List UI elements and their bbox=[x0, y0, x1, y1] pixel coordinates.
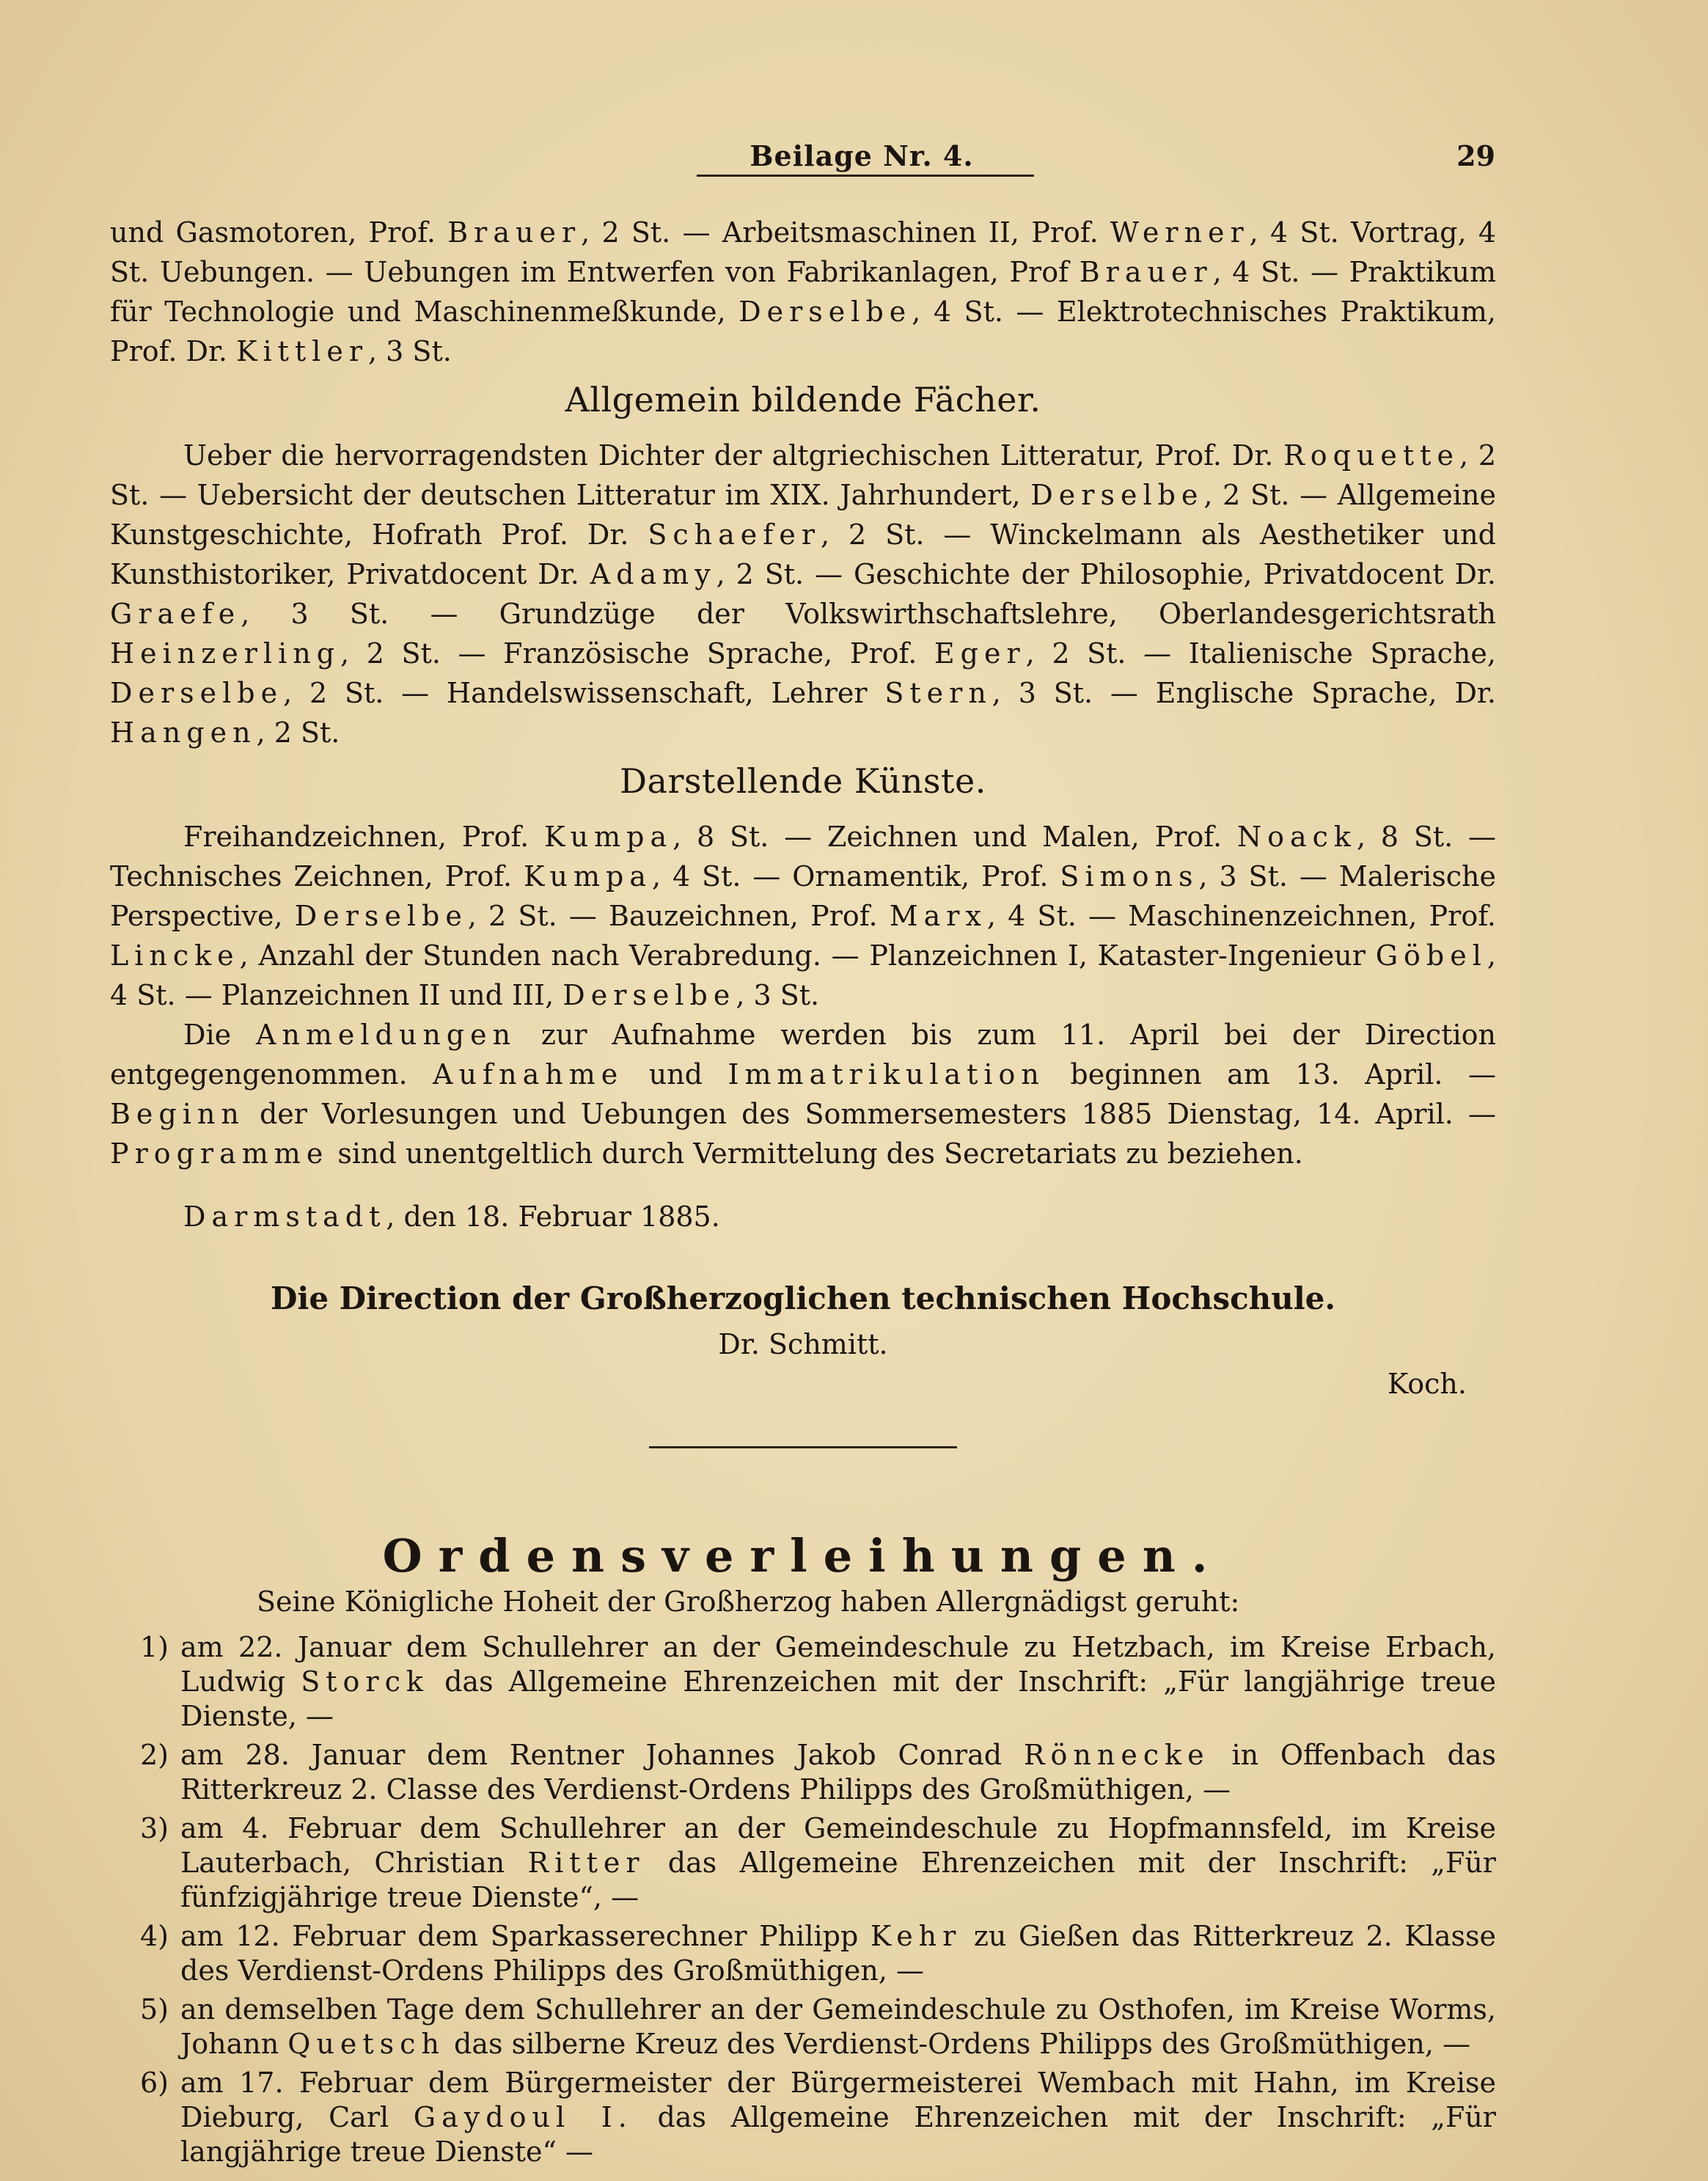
person-name: Brauer bbox=[447, 216, 582, 249]
darstellende-paragraph: Freihandzeichnen, Prof. Kumpa, 8 St. — Zeichnen und Malen, Prof. Noack, 8 St. — Technisches Zeichnen, Prof. Kumpa, 4 St. — Ornamentik, Prof. Simons, 3 St. — Malerische Perspective, Derselbe, 2 St. — Bauzeichnen, Prof. Marx, 4 St. — Maschinenzeichnen, Prof. Lincke, Anzahl der Stunden nach Verabredung. — Planzeichnen I, Kataster-Ingenieur Göbel, 4 St. — Planzeichnen II und III, Derselbe, 3 St. bbox=[110, 821, 1497, 1011]
list-item: 2) am 28. Januar dem Rentner Johannes Jakob Conrad Rönnecke in Offenbach das Ritterkreuz 2. Classe des Verdienst-Ordens Philipps des Großmüthigen, — bbox=[139, 1739, 1496, 1806]
list-item: 4) am 12. Februar dem Sparkasserechner Philipp Kehr zu Gießen das Ritterkreuz 2. Klasse des Verdienst-Ordens Philipps des Großmüthigen, — bbox=[139, 1920, 1496, 1987]
list-item: 3) am 4. Februar dem Schullehrer an der Gemeindeschule zu Hopfmannsfeld, im Kreise Lauterbach, Christian Ritter das Allgemeine Ehrenzeichen mit der Inschrift: „Für fünfzigjährige treue Dienste“, — bbox=[139, 1812, 1496, 1913]
page-header bbox=[110, 139, 1495, 183]
list-item: 6) am 17. Februar dem Bürgermeister der Bürgermeisterei Wembach mit Hahn, im Kreise Dieburg, Carl Gaydoul I. das Allgemeine Ehrenzeichen mit der Inschrift: „Für langjährige treue Dienste“ — bbox=[139, 2067, 1496, 2168]
person-name: Werner bbox=[1110, 216, 1250, 249]
list-item: 5) an demselben Tage dem Schullehrer an der Gemeindeschule zu Osthofen, im Kreise Worms, Johann Quetsch das silberne Kreuz des Verdienst-Ordens Philipps des Großmüthigen, — bbox=[139, 1993, 1496, 2060]
section-heading-allgemein: Allgemein bildende Fächer. bbox=[565, 380, 1041, 419]
anmeldung-paragraph: Die Anmeldungen zur Aufnahme werden bis zum 11. April bei der Direction entgegengenommen. Aufnahme und Immatrikulation beginnen am 13. April. — Beginn der Vorlesungen und Uebungen des Sommersemesters 1885 Dienstag, 14. April. — Programme sind unentgeltlich durch Vermittelung des Secretariats zu beziehen. bbox=[110, 1019, 1496, 1170]
signature-schmitt: Dr. Schmitt. bbox=[718, 1328, 888, 1360]
allgemein-paragraph: Ueber die hervorragendsten Dichter der altgriechischen Litteratur, Prof. Dr. Roquette, 2 St. — Uebersicht der deutschen Litteratur im XIX. Jahrhundert, Derselbe, 2 St. — Allgemeine Kunstgeschichte, Hofrath Prof. Dr. Schaefer, 2 St. — Winckelmann als Aesthetiker und Kunsthistoriker, Privatdocent Dr. Adamy, 2 St. — Geschichte der Philosophie, Privatdocent Dr. Graefe, 3 St. — Grundzüge der Volkswirthschaftslehre, Oberlandesgerichtsrath Heinzerling, 2 St. — Französische Sprache, Prof. Eger, 2 St. — Italienische Sprache, Derselbe, 2 St. — Handelswissenschaft, Lehrer Stern, 3 St. — Englische Sprache, Dr. Hangen, 2 St. bbox=[110, 439, 1496, 749]
header-underline bbox=[697, 175, 1034, 177]
signature-koch: Koch. bbox=[1387, 1368, 1467, 1400]
date-line: Darmstadt, den 18. Februar 1885. bbox=[183, 1201, 720, 1233]
orden-section-title: Ordensverleihungen. bbox=[382, 1529, 1224, 1583]
technik-continuation-paragraph: und Gasmotoren, Prof. Brauer, 2 St. — Arbeitsmaschinen II, Prof. Werner, 4 St. Vortrag, 4 St. Uebungen. — Uebungen im Entwerfen von Fabrikanlagen, Prof Brauer, 4 St. — Praktikum für Technologie und Maschinenmeßkunde, Derselbe, 4 St. — Elektrotechnisches Praktikum, Prof. Dr. Kittler, 3 St. bbox=[110, 216, 1496, 367]
orden-intro: Seine Königliche Hoheit der Großherzog haben Allergnädigst geruht: bbox=[257, 1586, 1240, 1618]
person-name: Derselbe bbox=[738, 296, 912, 328]
person-name: Kittler bbox=[236, 335, 368, 367]
orden-list bbox=[110, 1630, 1496, 2169]
page-body bbox=[110, 213, 1496, 2174]
section-divider bbox=[649, 1446, 957, 1448]
signature-direction: Die Direction der Großherzoglichen technischen Hochschule. bbox=[270, 1280, 1336, 1316]
section-heading-darstellende: Darstellende Künste. bbox=[620, 761, 986, 801]
supplement-title: Beilage Nr. 4. bbox=[749, 139, 974, 172]
page-number: 29 bbox=[1456, 139, 1495, 172]
person-name: Brauer bbox=[1079, 256, 1213, 288]
list-item: 1) am 22. Januar dem Schullehrer an der Gemeindeschule zu Hetzbach, im Kreise Erbach, Ludwig Storck das Allgemeine Ehrenzeichen mit der Inschrift: „Für langjährige treue Dienste, — bbox=[139, 1631, 1496, 1732]
